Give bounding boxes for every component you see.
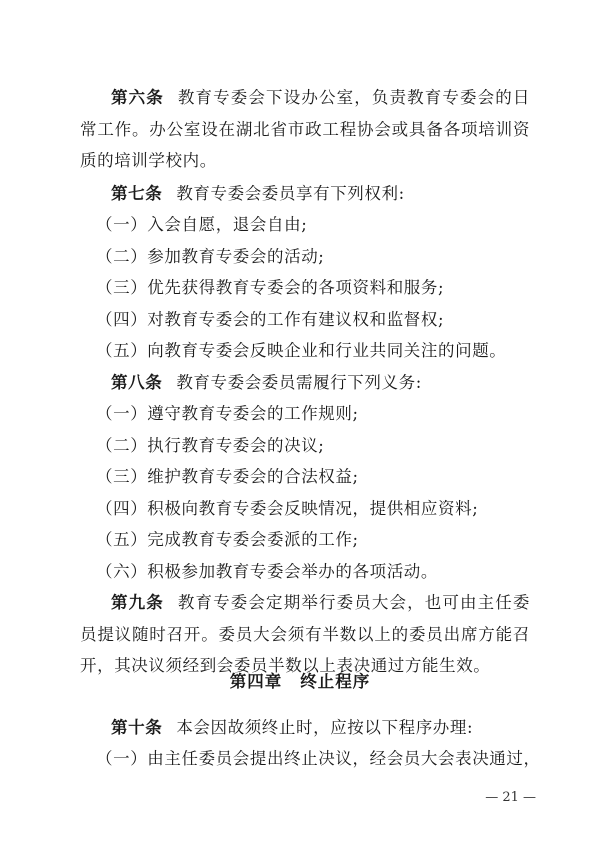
article-8-text: 教育专委会委员需履行下列义务: (176, 373, 422, 392)
article-9-text: 教育专委会定期举行委员大会，也可由主任委员提议随时召开。委员大会须有半数以上的委员出席方能召开，其决议须经到会委员半数以上表决通过方能生效。 (80, 593, 530, 675)
chapter-number: 第四章 (229, 672, 283, 691)
article-8-item-5: （五）完成教育专委会委派的工作; (96, 530, 359, 549)
article-8-item-3: （三）维护教育专委会的合法权益; (96, 467, 359, 486)
article-10-text: 本会因故须终止时，应按以下程序办理: (176, 718, 474, 737)
article-8 (80, 367, 530, 399)
article-6 (80, 82, 530, 177)
chapter-title: 终止程序 (300, 672, 371, 691)
article-7-item-1: （一）入会自愿，退会自由; (96, 215, 308, 234)
article-8-item-1: （一）遵守教育专委会的工作规则; (96, 404, 359, 423)
article-8-item-6: （六）积极参加教育专委会举办的各项活动。 (96, 562, 438, 581)
article-10-item-1: （一）由主任委员会提出终止决议，经会员大会表决通过， (96, 749, 541, 768)
article-7-label: 第七条 (111, 184, 163, 203)
chapter-heading (0, 668, 600, 692)
article-7-item-5: （五）向教育专委会反映企业和行业共同关注的问题。 (96, 341, 507, 360)
article-7 (80, 178, 530, 210)
article-7-item-4: （四）对教育专委会的工作有建议权和监督权; (96, 310, 445, 329)
article-7-item-3: （三）优先获得教育专委会的各项资料和服务; (96, 278, 445, 297)
article-7-text: 教育专委会委员享有下列权利: (176, 184, 405, 203)
article-9-label: 第九条 (111, 593, 164, 612)
article-6-label: 第六条 (111, 88, 164, 107)
article-8-label: 第八条 (111, 373, 163, 392)
page-number: — 21 — (485, 790, 536, 805)
article-8-item-4: （四）积极向教育专委会反映情况，提供相应资料; (96, 499, 479, 518)
article-7-item-2: （二）参加教育专委会的活动; (96, 247, 325, 266)
article-10 (80, 712, 530, 744)
article-10-label: 第十条 (111, 718, 163, 737)
article-6-text: 教育专委会下设办公室，负责教育专委会的日常工作。办公室设在湖北省市政工程协会或具备各项培训资质的培训学校内。 (80, 88, 530, 170)
article-8-item-2: （二）执行教育专委会的决议; (96, 436, 325, 455)
